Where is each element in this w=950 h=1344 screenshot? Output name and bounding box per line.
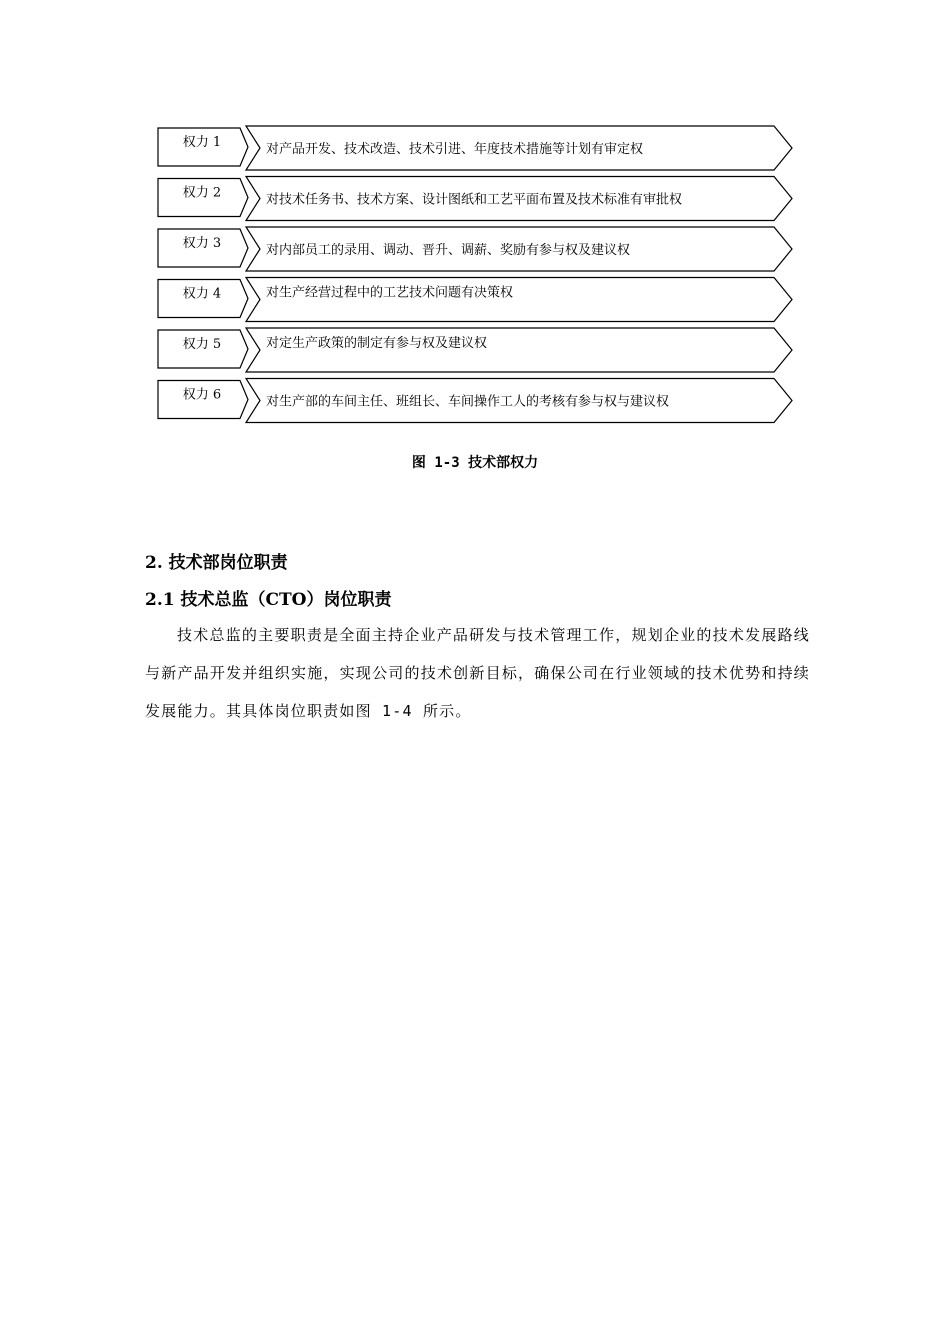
power-row [158, 177, 792, 221]
power-row [158, 126, 792, 170]
power-label: 权力 4 [182, 286, 222, 302]
power-row [158, 328, 792, 372]
power-description: 对定生产政策的制定有参与权及建议权 [266, 336, 488, 351]
figure-caption: 图 1-3 技术部权力 [411, 455, 539, 471]
power-label: 权力 6 [182, 387, 222, 403]
power-row [158, 379, 792, 423]
section-subheading: 2.1 技术总监（CTO）岗位职责 [145, 590, 392, 610]
power-label: 权力 1 [182, 135, 222, 150]
power-description: 对生产经营过程中的工艺技术问题有决策权 [266, 285, 514, 301]
body-paragraph: 技术总监的主要职责是全面主持企业产品研发与技术管理工作，规划企业的技术发展路线与新产品开发并组织实施，实现公司的技术创新目标，确保公司在行业领域的技术优势和持续发展能力。其具体岗位职责如图 1-4 所示。 [145, 626, 810, 720]
power-description: 对生产部的车间主任、班组长、车间操作工人的考核有参与权与建议权 [266, 394, 670, 410]
power-row [158, 278, 792, 322]
section-heading: 2. 技术部岗位职责 [145, 553, 288, 573]
power-description: 对内部员工的录用、调动、晋升、调薪、奖励有参与权及建议权 [266, 243, 631, 258]
powers-diagram [150, 118, 800, 428]
power-label: 权力 3 [182, 236, 222, 251]
power-row [158, 227, 792, 271]
power-label: 权力 2 [182, 185, 222, 201]
power-description: 对技术任务书、技术方案、设计图纸和工艺平面布置及技术标准有审批权 [266, 192, 683, 208]
power-label: 权力 5 [182, 337, 222, 352]
power-description: 对产品开发、技术改造、技术引进、年度技术措施等计划有审定权 [266, 142, 644, 157]
